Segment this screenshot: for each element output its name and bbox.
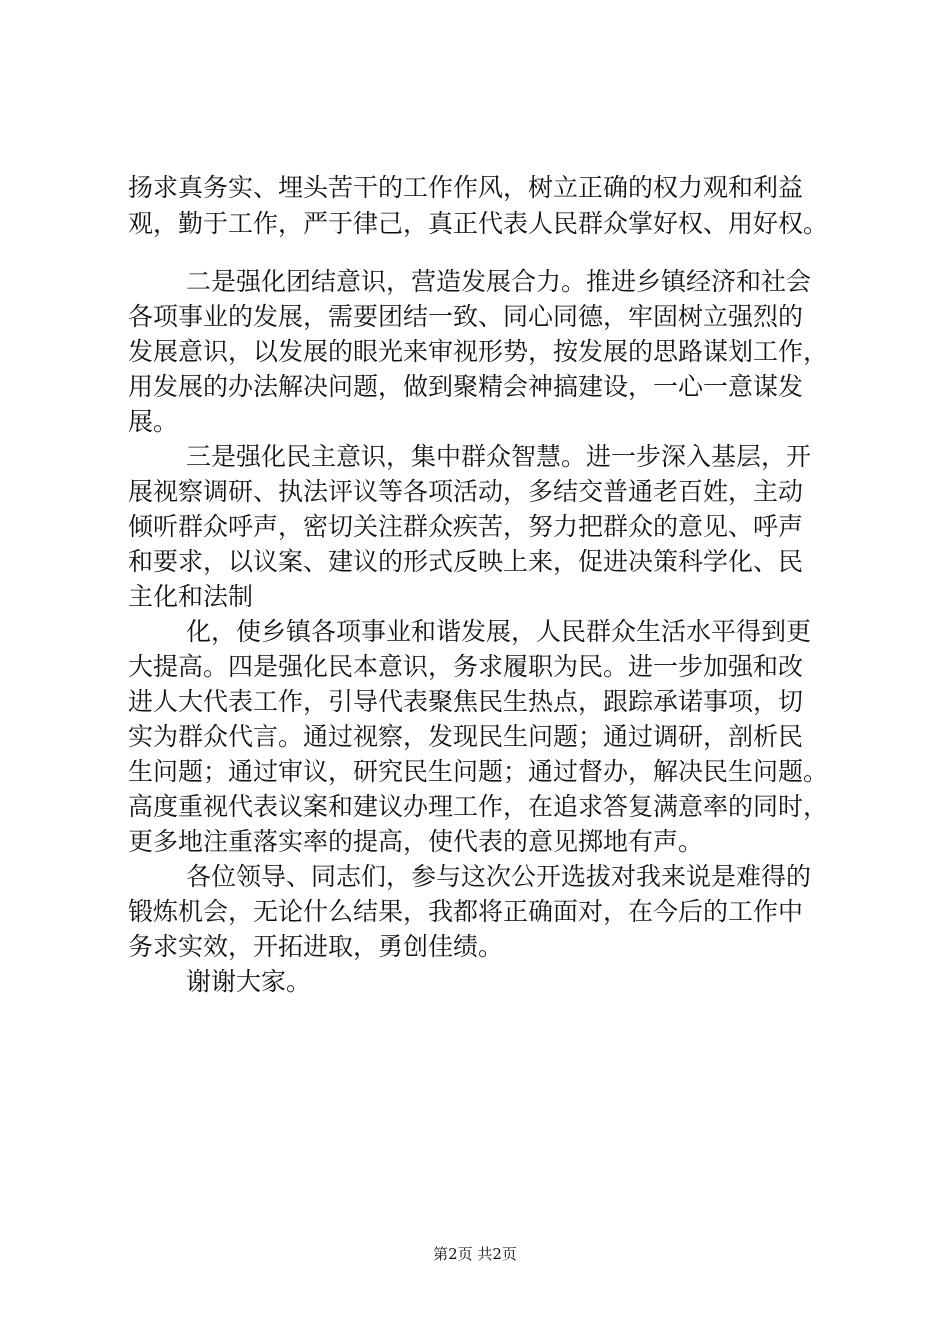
text-line-3: 二是强化团结意识，营造发展合力。推进乡镇经济和社会	[186, 267, 812, 296]
text-line-4: 各项事业的发展，需要团结一致、同心同德，牢固树立强烈的	[128, 302, 804, 331]
page-footer: 第2页 共2页	[433, 1245, 517, 1263]
text-line-13: 化，使乡镇各项事业和谐发展，人民群众生活水平得到更	[186, 617, 812, 646]
text-line-16: 实为群众代言。通过视察，发现民生问题；通过调研，剖析民	[128, 722, 804, 751]
text-line-17: 生问题；通过审议，研究民生问题；通过督办，解决民生问题。	[128, 757, 829, 786]
text-line-9: 展视察调研、执法评议等各项活动，多结交普通老百姓，主动	[128, 477, 804, 506]
text-line-1: 扬求真务实、埋头苦干的工作作风，树立正确的权力观和利益	[128, 173, 804, 202]
text-line-20: 各位领导、同志们，参与这次公开选拔对我来说是难得的	[186, 862, 812, 891]
text-line-21: 锻炼机会，无论什么结果，我都将正确面对，在今后的工作中	[128, 897, 804, 926]
text-line-6: 用发展的办法解决问题，做到聚精会神搞建设，一心一意谋发	[128, 372, 804, 401]
text-line-11: 和要求，以议案、建议的形式反映上来，促进决策科学化、民	[128, 547, 804, 576]
text-line-19: 更多地注重落实率的提高，使代表的意见掷地有声。	[128, 827, 704, 856]
text-line-15: 进人大代表工作，引导代表聚焦民生热点，跟踪承诺事项，切	[128, 687, 804, 716]
text-line-5: 发展意识，以发展的眼光来审视形势，按发展的思路谋划工作，	[128, 337, 829, 366]
text-line-23: 谢谢大家。	[186, 967, 312, 996]
text-line-2: 观，勤于工作，严于律己，真正代表人民群众掌好权、用好权。	[128, 209, 829, 238]
text-line-7: 展。	[128, 407, 179, 436]
text-line-22: 务求实效，开拓进取，勇创佳绩。	[128, 932, 504, 961]
text-line-12: 主化和法制	[128, 582, 254, 611]
text-line-18: 高度重视代表议案和建议办理工作，在追求答复满意率的同时，	[128, 792, 829, 821]
text-line-14: 大提高。四是强化民本意识，务求履职为民。进一步加强和改	[128, 652, 804, 681]
text-line-8: 三是强化民主意识，集中群众智慧。进一步深入基层，开	[186, 442, 812, 471]
text-line-10: 倾听群众呼声，密切关注群众疾苦，努力把群众的意见、呼声	[128, 512, 804, 541]
